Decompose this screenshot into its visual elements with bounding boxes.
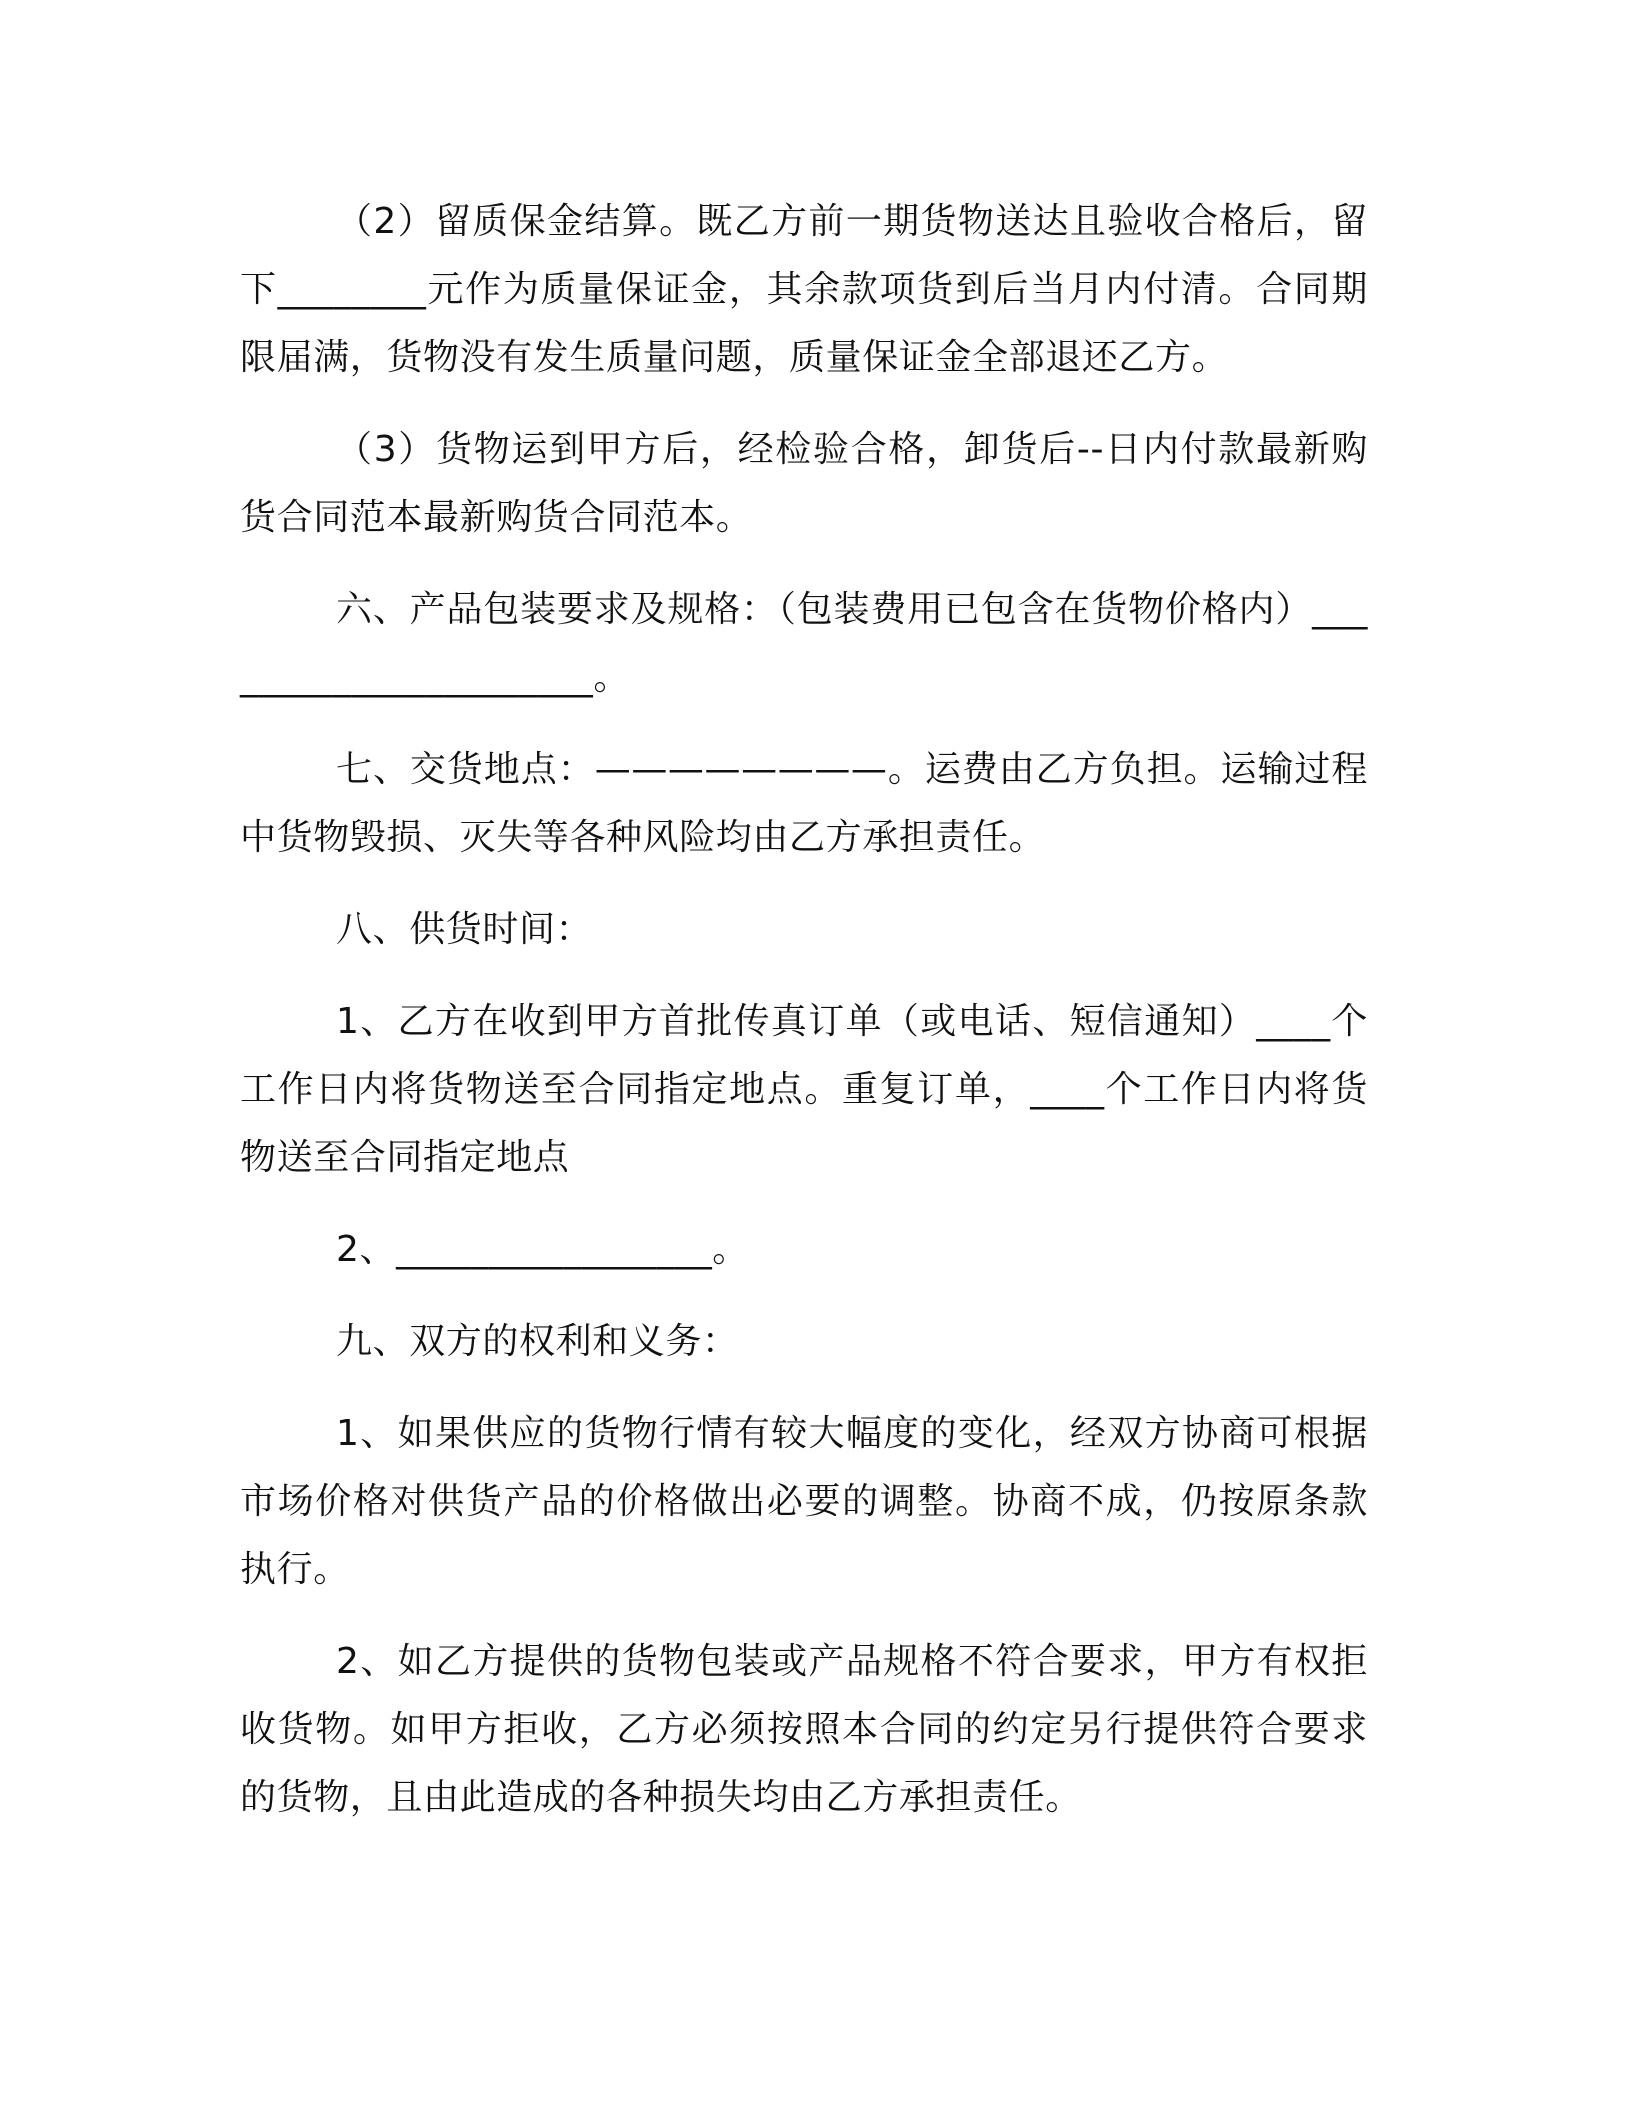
paragraph-payment-after-inspection: （3）货物运到甲方后，经检验合格，卸货后--日内付款最新购货合同范本最新购货合同范本。: [240, 429, 1368, 538]
paragraph-packaging-requirements: 六、产品包装要求及规格：（包装费用已包含在货物价格内）______________________。: [240, 589, 1368, 698]
paragraph-supply-time-item-1: 1、乙方在收到甲方首批传真订单（或电话、短信通知）____个工作日内将货物送至合同指定地点。重复订单，____个工作日内将货物送至合同指定地点: [240, 1001, 1368, 1178]
paragraph-supply-time-heading: 八、供货时间：: [336, 909, 593, 950]
paragraph-rights-item-1: 1、如果供应的货物行情有较大幅度的变化，经双方协商可根据市场价格对供货产品的价格做出必要的调整。协商不成，仍按原条款执行。: [240, 1413, 1368, 1590]
paragraph-quality-deposit: （2）留质保金结算。既乙方前一期货物送达且验收合格后，留下________元作为质量保证金，其余款项货到后当月内付清。合同期限届满，货物没有发生质量问题，质量保证金全部退还乙方。: [240, 201, 1368, 378]
paragraph-delivery-location: 七、交货地点：————————。运费由乙方负担。运输过程中货物毁损、灭失等各种风险均由乙方承担责任。: [240, 749, 1368, 858]
paragraph-rights-item-2: 2、如乙方提供的货物包装或产品规格不符合要求，甲方有权拒收货物。如甲方拒收，乙方必须按照本合同的约定另行提供符合要求的货物，且由此造成的各种损失均由乙方承担责任。: [240, 1641, 1368, 1818]
paragraph-supply-time-item-2: 2、_________________。: [336, 1229, 749, 1270]
paragraph-rights-obligations-heading: 九、双方的权利和义务：: [336, 1321, 739, 1362]
document-body: [240, 188, 1368, 1856]
